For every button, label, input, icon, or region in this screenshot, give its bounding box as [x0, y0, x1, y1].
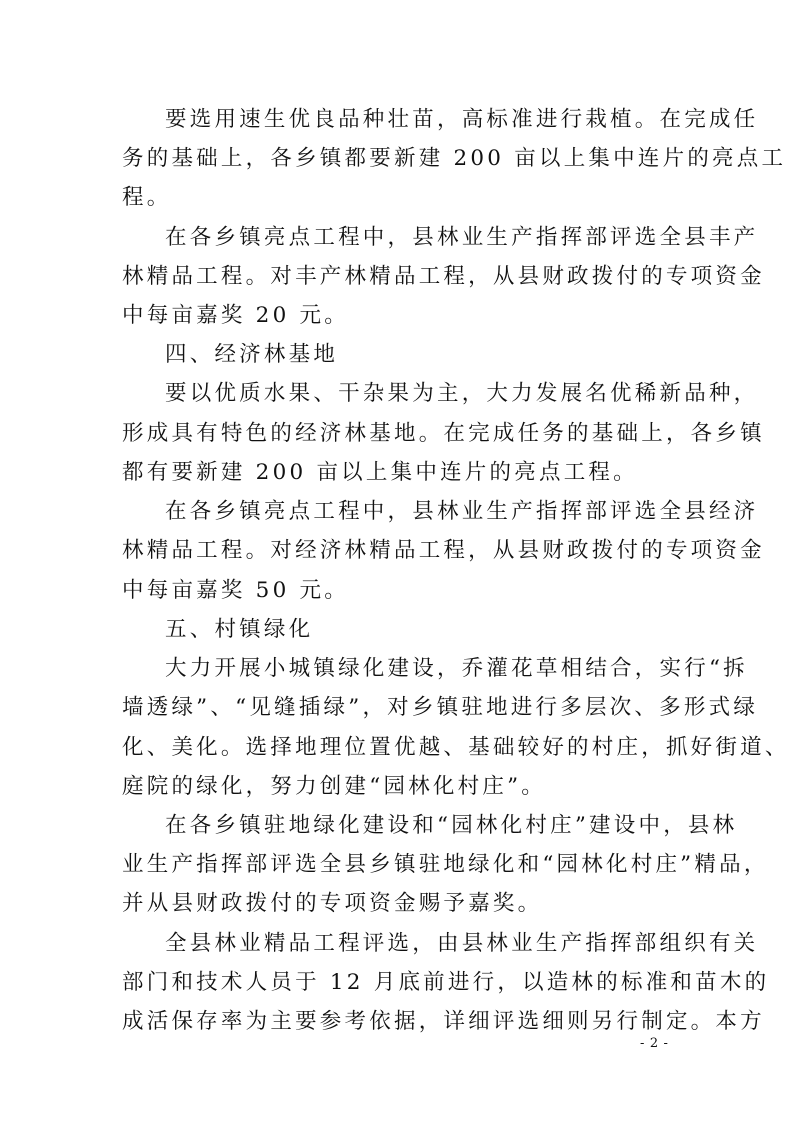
text-line: 形成具有特色的经济林基地。在完成任务的基础上，各乡镇 — [122, 421, 765, 446]
section-heading: 五、村镇绿化 — [165, 617, 314, 642]
text-line: 并从县财政拨付的专项资金赐予嘉奖。 — [122, 891, 543, 916]
text-line: 化、美化。选择地理位置优越、基础较好的村庄，抓好街道、 — [122, 735, 790, 760]
text-line: 务的基础上，各乡镇都要新建 200 亩以上集中连片的亮点工 — [122, 146, 787, 171]
page-number: - 2 - — [640, 1036, 669, 1051]
text-line: 中每亩嘉奖 50 元。 — [122, 578, 350, 603]
text-line: 在各乡镇亮点工程中，县林业生产指挥部评选全县丰产 — [165, 225, 759, 250]
section-heading: 四、经济林基地 — [165, 342, 339, 367]
text-line: 庭院的绿化，努力创建“园林化村庄”。 — [122, 774, 547, 799]
text-line: 要以优质水果、干杂果为主，大力发展名优稀新品种， — [165, 381, 759, 406]
text-line: 程。 — [122, 185, 172, 210]
text-line: 林精品工程。对经济林精品工程，从县财政拨付的专项资金 — [122, 538, 765, 563]
text-line: 全县林业精品工程评选，由县林业生产指挥部组织有关 — [165, 931, 759, 956]
text-line: 要选用速生优良品种壮苗，高标准进行栽植。在完成任 — [165, 107, 759, 132]
text-line: 成活保存率为主要参考依据，详细评选细则另行制定。本方 — [122, 1009, 765, 1034]
text-line: 大力开展小城镇绿化建设，乔灌花草相结合，实行“拆 — [165, 656, 748, 681]
text-line: 墙透绿”、“见缝插绿”，对乡镇驻地进行多层次、多形式绿 — [122, 695, 759, 720]
text-line: 业生产指挥部评选全县乡镇驻地绿化和“园林化村庄”精品， — [122, 852, 769, 877]
text-line: 部门和技术人员于 12 月底前进行，以造林的标准和苗木的 — [122, 970, 770, 995]
text-line: 林精品工程。对丰产林精品工程，从县财政拨付的专项资金 — [122, 264, 765, 289]
text-line: 中每亩嘉奖 20 元。 — [122, 303, 350, 328]
text-line: 在各乡镇驻地绿化建设和“园林化村庄”建设中，县林 — [165, 813, 738, 838]
text-line: 在各乡镇亮点工程中，县林业生产指挥部评选全县经济 — [165, 499, 759, 524]
text-line: 都有要新建 200 亩以上集中连片的亮点工程。 — [122, 460, 638, 485]
